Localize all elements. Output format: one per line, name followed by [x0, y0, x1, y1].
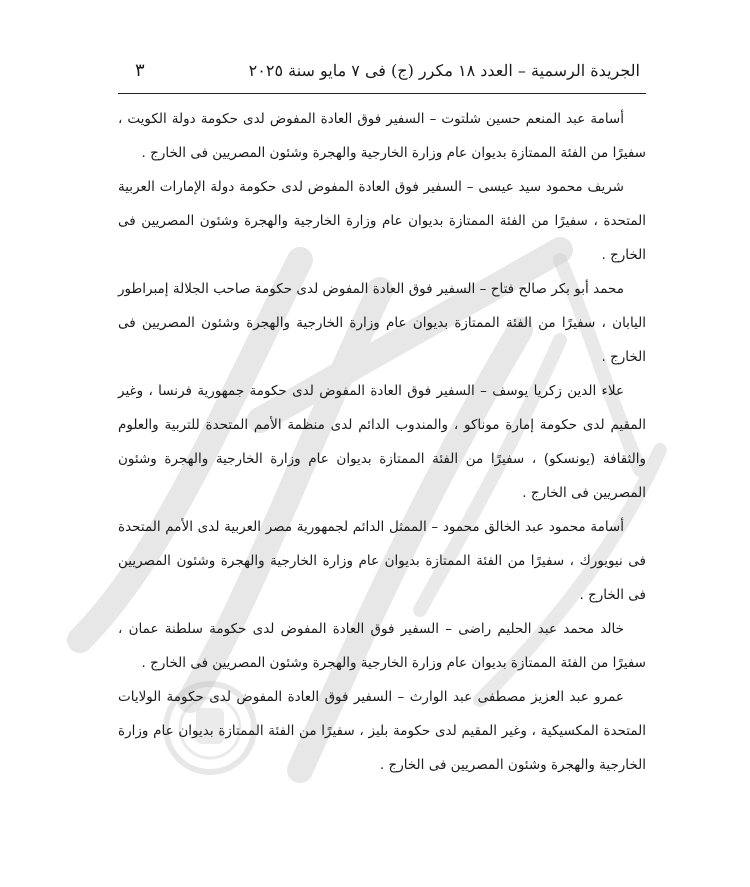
page-number: ٣ [135, 59, 145, 81]
appointment-paragraph: أسامة عبد المنعم حسين شلتوت – السفير فوق العادة المفوض لدى حكومة دولة الكويت ، سفيرًا من الفئة الممتازة بديوان عام وزارة الخارجية والهجرة وشئون المصريين فى الخارج . [118, 111, 646, 161]
appointment-paragraph: شريف محمود سيد عيسى – السفير فوق العادة المفوض لدى حكومة دولة الإمارات العربية المتحدة ، سفيرًا من الفئة الممتازة بديوان عام وزارة الخارجية والهجرة وشئون المصريين فى الخارج . [118, 179, 646, 263]
appointment-paragraph: محمد أبو بكر صالح فتاح – السفير فوق العادة المفوض لدى حكومة صاحب الجلالة إمبراطور اليابان ، سفيرًا من الفئة الممتازة بديوان عام وزارة الخارجية والهجرة وشئون المصريين فى الخارج . [118, 281, 646, 365]
appointment-paragraph: علاء الدين زكريا يوسف – السفير فوق العادة المفوض لدى حكومة جمهورية فرنسا ، وغير المقيم لدى حكومة إمارة موناكو ، والمندوب الدائم لدى منظمة الأمم المتحدة للتربية والعلوم والثقافة (يونسكو) ، سفيرًا من الفئة الممتازة بديوان عام وزارة الخارجية والهجرة وشئون المصريين فى الخارج . [118, 383, 646, 501]
decree-body [118, 102, 646, 782]
header-divider [118, 93, 646, 94]
appointment-paragraph: أسامة محمود عبد الخالق محمود – الممثل الدائم لجمهورية مصر العربية لدى الأمم المتحدة فى نيويورك ، سفيرًا من الفئة الممتازة بديوان عام وزارة الخارجية والهجرة وشئون المصريين فى الخارج . [118, 519, 646, 603]
gazette-header-title: الجريدة الرسمية – العدد ١٨ مكرر (ج) فى ٧ مايو سنة ٢٠٢٥ [248, 60, 640, 80]
appointment-paragraph: خالد محمد عبد الحليم راضى – السفير فوق العادة المفوض لدى حكومة سلطنة عمان ، سفيرًا من الفئة الممتازة بديوان عام وزارة الخارجية والهجرة وشئون المصريين فى الخارج . [118, 621, 646, 671]
appointment-paragraph: عمرو عبد العزيز مصطفى عبد الوارث – السفير فوق العادة المفوض لدى حكومة الولايات المتحدة المكسيكية ، وغير المقيم لدى حكومة بليز ، سفيرًا من الفئة الممتازة بديوان عام وزارة الخارجية والهجرة وشئون المصريين فى الخارج . [118, 689, 646, 773]
page-header [135, 55, 640, 85]
